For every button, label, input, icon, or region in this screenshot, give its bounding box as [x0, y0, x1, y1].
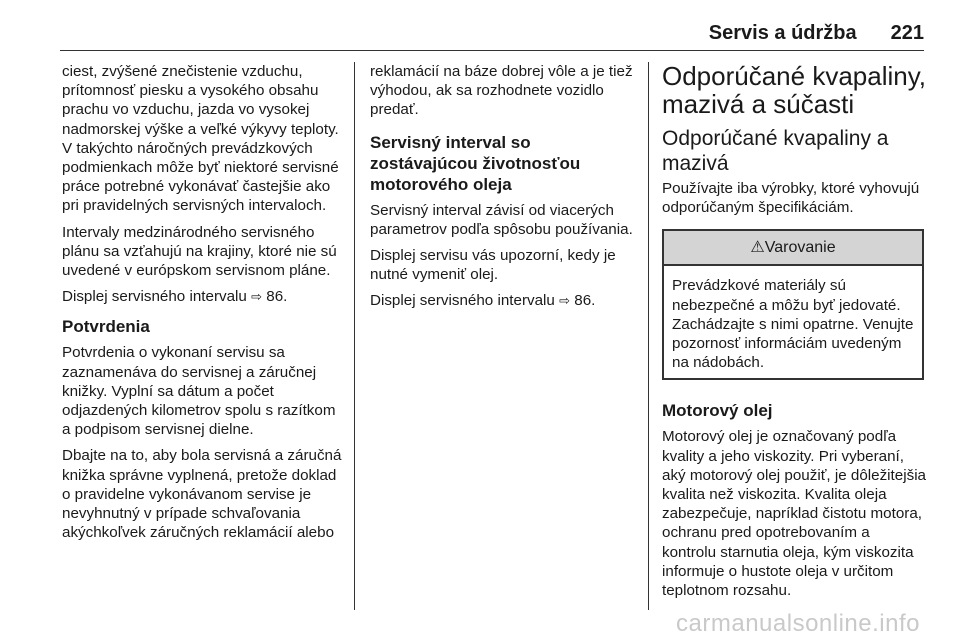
column-left	[62, 62, 344, 549]
paragraph: Potvrdenia o vykonaní servisu sa zaznamenáva do servisnej a záručnej knižky. Vyplní sa dátum a počet odjazdených kilometrov spolu s razítkom a podpisom servisnej dielne.	[62, 344, 336, 439]
cross-reference	[62, 287, 344, 306]
page-header	[709, 22, 924, 45]
section-title: Servis a údržba	[708, 22, 857, 44]
warning-triangle-icon: ⚠	[750, 239, 765, 257]
reference-page: 86.	[266, 288, 288, 306]
reference-page: 86.	[574, 292, 596, 310]
paragraph: reklamácií na báze dobrej vôle a je tiež výhodou, ak sa rozhodnete vozidlo predať.	[370, 63, 633, 119]
column-middle	[370, 62, 634, 318]
section-heading: Motorový olej	[662, 401, 773, 421]
paragraph: Intervaly medzinárodného servisného plánu sa vzťahujú na krajiny, ktoré nie sú uvedené v európskom servisnom pláne.	[62, 223, 337, 280]
column-right	[662, 62, 926, 607]
watermark: carmanualsonline.info	[676, 610, 920, 637]
section-heading: Potvrdenia	[62, 317, 150, 337]
page-ref-arrow-icon: ⇨	[559, 293, 571, 309]
warning-title: Varovanie	[764, 239, 836, 257]
chapter-title: Odporúčané kvapaliny, mazivá a súčasti	[662, 61, 927, 119]
section-heading: Servisný interval so zostávajúcou životnosťou motorového oleja	[370, 132, 581, 194]
reference-text: Displej servisného intervalu	[62, 288, 247, 306]
column-divider-1	[354, 62, 355, 610]
warning-body	[664, 266, 922, 378]
reference-text: Displej servisného intervalu	[370, 292, 555, 310]
page-ref-arrow-icon: ⇨	[251, 289, 263, 305]
cross-reference	[370, 291, 634, 310]
warning-header	[664, 231, 922, 266]
paragraph: ciest, zvýšené znečistenie vzduchu, prítomnosť piesku a vysokého obsahu prachu vo vzduchu, jazda vo vysokej nadmorskej výške a veľké výkyvy teploty. V takýchto náročných prevádzkových podmienkach môže byť niektoré servisné práce potrebné vykonávať častejšie ako pri pravidelných servisných intervaloch.	[62, 63, 339, 215]
paragraph: Používajte iba výrobky, ktoré vyhovujú odporúčaným špecifikáciám.	[662, 180, 920, 217]
paragraph: Servisný interval závisí od viacerých parametrov podľa spôsobu používania.	[370, 201, 633, 238]
warning-text: Prevádzkové materiály sú nebezpečné a môžu byť jedovaté. Zachádzajte s nimi opatrne. Venujte pozornosť informáciám uvedeným na nádobách.	[672, 277, 914, 372]
paragraph: Dbajte na to, aby bola servisná a záručná knižka správne vyplnená, pretože doklad o pravidelne vykonávanom servise je nevyhnutný v prípade schvaľovania akýchkoľvek záručných reklamácií alebo	[62, 447, 342, 542]
subchapter-title: Odporúčané kvapaliny a mazivá	[662, 127, 889, 175]
paragraph: Motorový olej je označovaný podľa kvality a jeho viskozity. Pri vyberaní, aký motorový olej použiť, je dôležitejšia kvalita než viskozita. Kvalita oleja zabezpečuje, napríklad čistotu motora, ochranu pred opotrebovaním a kontrolu starnutia oleja, kým viskozita informuje o hustote oleja v určitom teplotnom rozsahu.	[662, 428, 927, 600]
header-divider	[60, 50, 924, 51]
page-number: 221	[890, 22, 924, 44]
paragraph: Displej servisu vás upozorní, kedy je nutné vymeniť olej.	[370, 247, 616, 284]
column-divider-2	[648, 62, 649, 610]
warning-box	[662, 229, 924, 380]
